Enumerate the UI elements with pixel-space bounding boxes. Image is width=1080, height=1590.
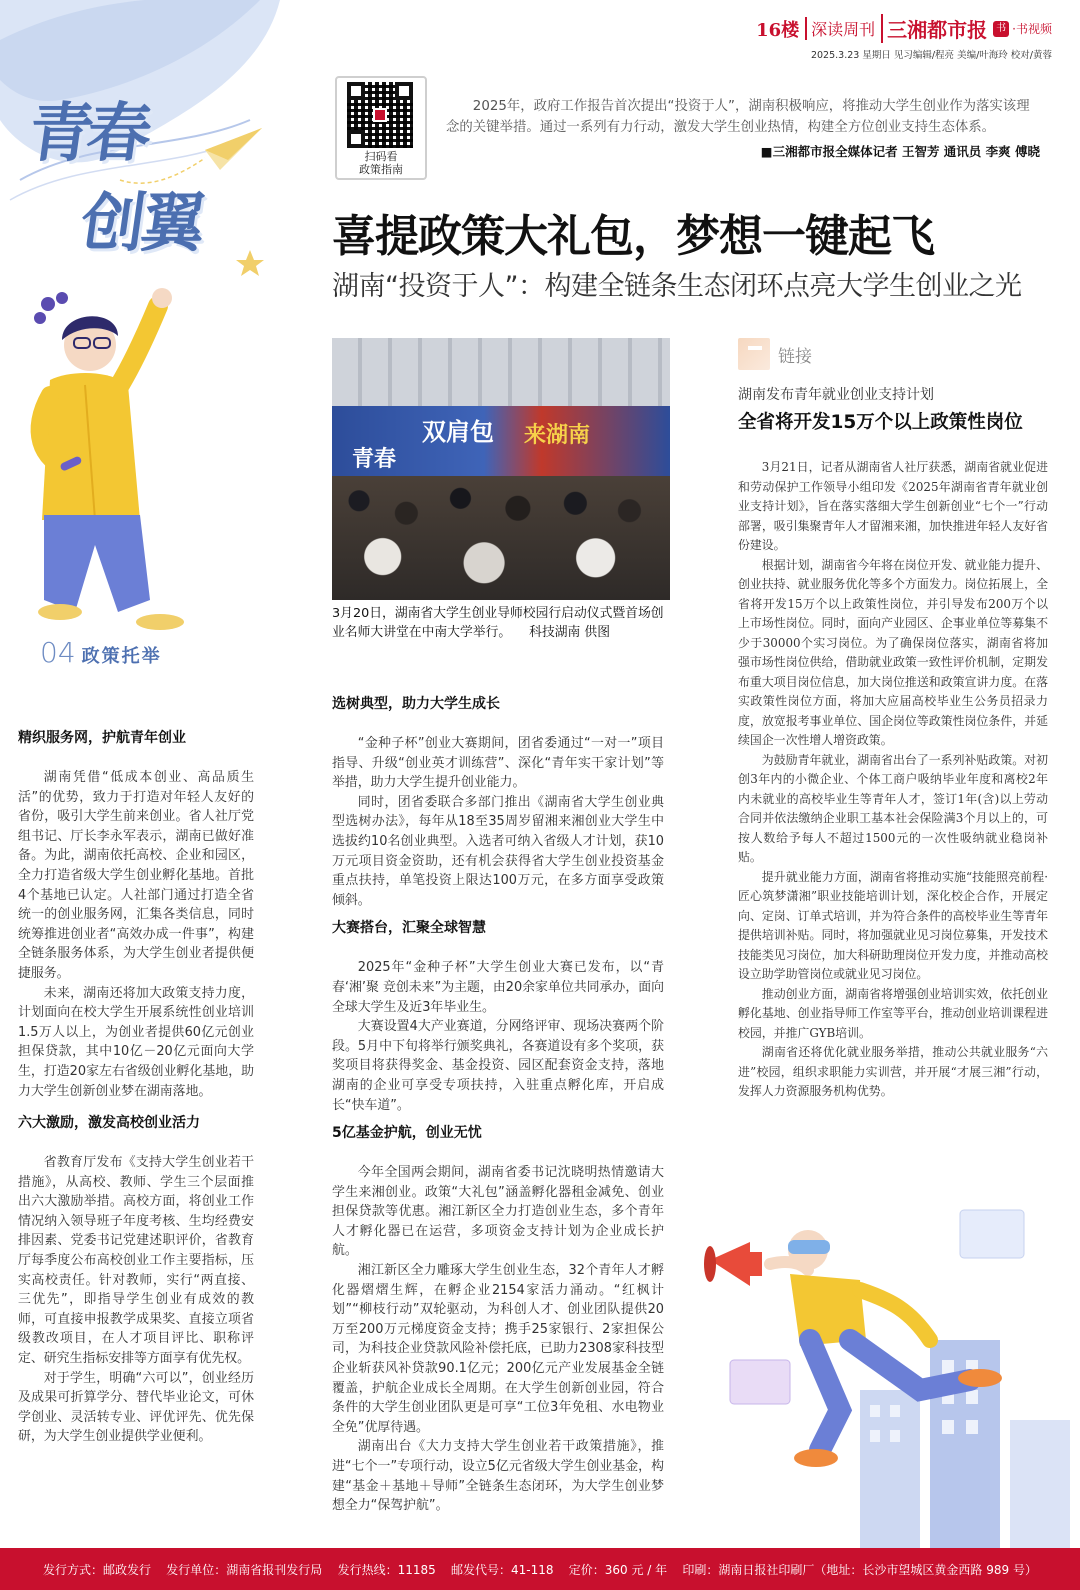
- section-heading: 大赛搭台，汇聚全球智慧: [332, 920, 486, 937]
- left-illustration: [0, 0, 300, 700]
- link-sidebar: [738, 338, 1048, 1102]
- issue-info: 2025.3.23 星期日 见习编辑/程亮 美编/叶海玲 校对/黄蓉: [810, 50, 1052, 61]
- column-name: 深读周刊: [805, 17, 875, 40]
- section-heading: 六大激励，激发高校创业活力: [18, 1115, 200, 1132]
- newspaper-name: 三湘都市报: [881, 14, 987, 43]
- section-heading: 精织服务网，护航青年创业: [18, 730, 186, 746]
- section-heading: 选树典型，助力大学生成长: [332, 696, 500, 712]
- paragraph: 大赛设置4大产业赛道，分网络评审、现场决赛两个阶段。5月中下旬将举行颁奖典礼，各赛道设有多个奖项，获奖项目将获得奖金、基金投资、园区配套资金支持，落地湖南的企业可享受专项扶持，入驻重点孵化库，开启成长“快车道”。: [332, 1019, 664, 1113]
- qr-corner: [347, 130, 365, 148]
- girl-character-illustration: [0, 0, 300, 700]
- video-badge: 书 ·书视频: [993, 20, 1052, 37]
- link-tag-icon: [738, 338, 770, 370]
- paragraph: 未来，湖南还将加大政策支持力度，计划面向在校大学生开展系统性创业培训1.5万人以上，为创业者提供60亿元创业担保贷款，其中10亿－20亿元面向大学生，打造20家左右省级创业孵化基地，助力大学生创新创业梦在湖南落地。: [18, 985, 254, 1099]
- photo-crowd: [332, 476, 670, 600]
- article-byline: ■三湘都市报全媒体记者 王智芳 通讯员 李爽 傅晓: [760, 144, 1040, 159]
- paragraph: 3月21日，记者从湖南省人社厅获悉，湖南省就业促进和劳动保护工作领导小组印发《2025年湖南省青年就业创业支持计划》，旨在落实落细大学生创新创业“七个一”行动部署，吸引集聚青年人才留湘来湘，加快推进年轻人友好省份建设。: [738, 460, 1048, 552]
- sidebar-kicker: 湖南发布青年就业创业支持计划: [738, 387, 934, 403]
- paragraph: 湖南省还将优化就业服务举措，推动公共就业服务“六进”校园，组织求职能力实训营，并开展“才展三湘”行动，发挥人力资源服务机构优势。: [738, 1045, 1048, 1098]
- photo-banner-text: 来湖南: [524, 422, 591, 448]
- paragraph: 对于学生，明确“六可以”，创业经历及成果可折算学分、替代毕业论文，可休学创业、灵活转专业、评优评先、优先保研，为大学生创业提供学业便利。: [18, 1370, 254, 1445]
- paragraph: 湖南凭借“低成本创业、高品质生活”的优势，致力于打造对年轻人友好的省份，吸引大学生前来创业。省人社厅党组书记、厅长李永军表示，湖南已做好准备。为此，湖南依托高校、企业和园区，全力打造省级大学生创业孵化基地。首批4个基地已认定。人社部门通过打造全省统一的创业服务网，汇集各类信息，同时统筹推进创业者“高效办成一件事”，构建全链条服务体系，为大学生创业者提供便捷服务。: [18, 770, 254, 981]
- footer-text: 发行方式：邮政发行 发行单位：湖南省报刊发行局 发行热线：11185 邮发代号：41-118 定价：360 元 / 年 印刷：湖南日报社印刷厂（地址：长沙市望城区黄金西路 989 号）: [43, 1562, 1037, 1577]
- news-photo: [332, 338, 670, 600]
- photo-banner-text: 双肩包: [422, 417, 494, 446]
- brand-title-line2: 创翼: [75, 186, 207, 261]
- paragraph: 2025年“金种子杯”大学生创业大赛已发布，以“青春‘湘’聚 竞创未来”为主题，由20余家单位共同承办，面向全球大学生及近3年毕业生。: [332, 960, 664, 1015]
- photo-banner-text: 青春: [352, 446, 397, 472]
- paragraph: 湘江新区全力雕琢大学生创业生态，32个青年人才孵化器熠熠生辉，在孵企业2154家活力涌动。“红枫计划”“柳枝行动”双轮驱动，为科创人才、创业团队提供20万至200万元梯度资金支持；携手25家银行、2家担保公司，为科技企业贷款风险补偿托底，已助力2308家科技型企业斩获风补贷款90.1亿元；200亿元产业发展基金全链覆盖，护航企业成长全周期。在大学生创新创业园，符合条件的大学生创业团队更是可享“工位3年免租、水电物业全免”优厚待遇。: [332, 1263, 664, 1435]
- photo-credit: 科技湖南 供图: [529, 625, 611, 640]
- paragraph: 推动创业方面，湖南省将增强创业培训实效，依托创业孵化基地、创业指导师工作室等平台，推动创业培训课程进校园，并推广GYB培训。: [738, 986, 1048, 1040]
- section-label: [40, 636, 162, 669]
- footer-bar: [0, 1548, 1080, 1590]
- sidebar-tag: [738, 338, 1048, 370]
- section-name: 政策托举: [81, 646, 162, 667]
- paragraph: 湖南出台《大力支持大学生创业若干政策措施》，推进“七个一”专项行动，设立5亿元省级大学生创业基金，构建“基金＋基地＋导师”全链条生态闭环，为大学生创业梦想全力“保驾护航”。: [332, 1439, 664, 1514]
- article-subhead: 湖南“投资于人”：构建全链条生态闭环点亮大学生创业之光: [332, 271, 1022, 302]
- section-number: 04: [40, 636, 76, 669]
- left-text-column: [18, 728, 254, 1447]
- section-heading: 5亿基金护航，创业无忧: [332, 1125, 482, 1142]
- man-megaphone-illustration: [690, 1190, 1080, 1550]
- video-logo-icon: 书: [993, 21, 1009, 37]
- sidebar-tag-label: 链接: [778, 346, 812, 367]
- qr-code-block[interactable]: [335, 76, 427, 180]
- middle-text-column: [332, 694, 664, 1516]
- paragraph: 为鼓励青年就业，湖南省出台了一系列补贴政策。对初创3年内的小微企业、个体工商户吸纳毕业年度和离校2年内未就业的高校毕业生等青年人才，签订1年(含)以上劳动合同并依法缴纳企业职工基本社会保险满3个月以上的，可按人数给予每人不超过1500元的一次性吸纳就业稳岗补贴。: [738, 752, 1048, 864]
- article-intro: 2025年，政府工作报告首次提出“投资于人”，湖南积极响应，将推动大学生创业作为落实该理念的关键举措。通过一系列有力行动，激发大学生创业热情，构建全方位创业支持生态体系。: [446, 99, 1030, 135]
- masthead: [756, 14, 1052, 61]
- qr-corner: [347, 82, 365, 100]
- photo-ceiling: [332, 338, 670, 408]
- sidebar-title: 全省将开发15万个以上政策性岗位: [738, 412, 1023, 433]
- article-headline: 喜提政策大礼包，梦想一键起飞: [332, 211, 934, 262]
- photo-caption-text: 3月20日，湖南省大学生创业导师校园行启动仪式暨首场创业名师大讲堂在中南大学举行。: [332, 606, 664, 640]
- photo-caption: [332, 604, 672, 642]
- paragraph: 同时，团省委联合多部门推出《湖南省大学生创业典型选树办法》，每年从18至35周岁留湘来湘创业大学生中选拔约10名创业典型。入选者可纳入省级人才计划，获10万元项目资金资助，还有机会获得省大学生创业投资基金重点扶持，单笔投资上限达100万元，在多方面享受政策倾斜。: [332, 794, 664, 908]
- paragraph: “金种子杯”创业大赛期间，团省委通过“一对一”项目指导、升级“创业英才训练营”、深化“青年实干家计划”等举措，助力大学生提升创业能力。: [332, 736, 664, 791]
- page-floor: 16楼: [756, 19, 800, 41]
- paragraph: 提升就业能力方面，湖南省将推动实施“技能照亮前程·匠心筑梦潇湘”职业技能培训计划，深化校企合作，开展定向、定岗、订单式培训，并为符合条件的高校毕业生等青年提供培训补贴。同时，将加强就业见习岗位募集，开发技术技能类见习岗位，加大科研助理岗位开发力度，并推动高校设立助学助管岗位或就业见习岗位。: [738, 869, 1048, 981]
- brand-title-line1: 青春: [23, 96, 151, 171]
- sidebar-body: [738, 458, 1048, 1102]
- paragraph: 省教育厅发布《支持大学生创业若干措施》，从高校、教师、学生三个层面推出六大激励举措。高校方面，将创业工作情况纳入领导班子年度考核、生均经费安排因素、党委书记党建述职评价，省教育厅每季度公布高校创业工作主要指标，压实高校责任。针对教师，实行“两直接、三优先”，即指导学生创业有成效的教师，可直接申报教学成果奖、直接立项省级教改项目，在人才项目评比、职称评定、研究生指标安排等方面享有优先权。: [18, 1155, 254, 1367]
- paragraph: 根据计划，湖南省今年将在岗位开发、就业能力提升、创业扶持、就业服务优化等多个方面发力。岗位拓展上，全省将开发15万个以上政策性岗位，并引导发布200万个以上市场性岗位。同时，面向产业园区、企事业单位等募集不少于30000个实习岗位。为了确保岗位落实，湖南省将加强市场性岗位供给，借助就业政策一致性评价机制，定期发布重大项目岗位信息，加大岗位推送和政策宣讲力度。在落实政策性岗位方面，将加大应届高校毕业生公务员招录力度，放宽报考事业单位、国企岗位等政策性岗位条件，并延续国企一次性增人增资政策。: [738, 557, 1048, 747]
- qr-logo-icon: [373, 108, 387, 122]
- qr-label: 扫码看 政策指南: [359, 150, 403, 176]
- bottom-illustration: [690, 1190, 1080, 1550]
- paragraph: 今年全国两会期间，湖南省委书记沈晓明热情邀请大学生来湘创业。政策“大礼包”涵盖孵化器租金减免、创业担保贷款等优惠。湘江新区全力打造创业生态，多个青年人才孵化器已在运营，多项资金支持计划为企业成长护航。: [332, 1165, 664, 1259]
- qr-corner: [395, 82, 413, 100]
